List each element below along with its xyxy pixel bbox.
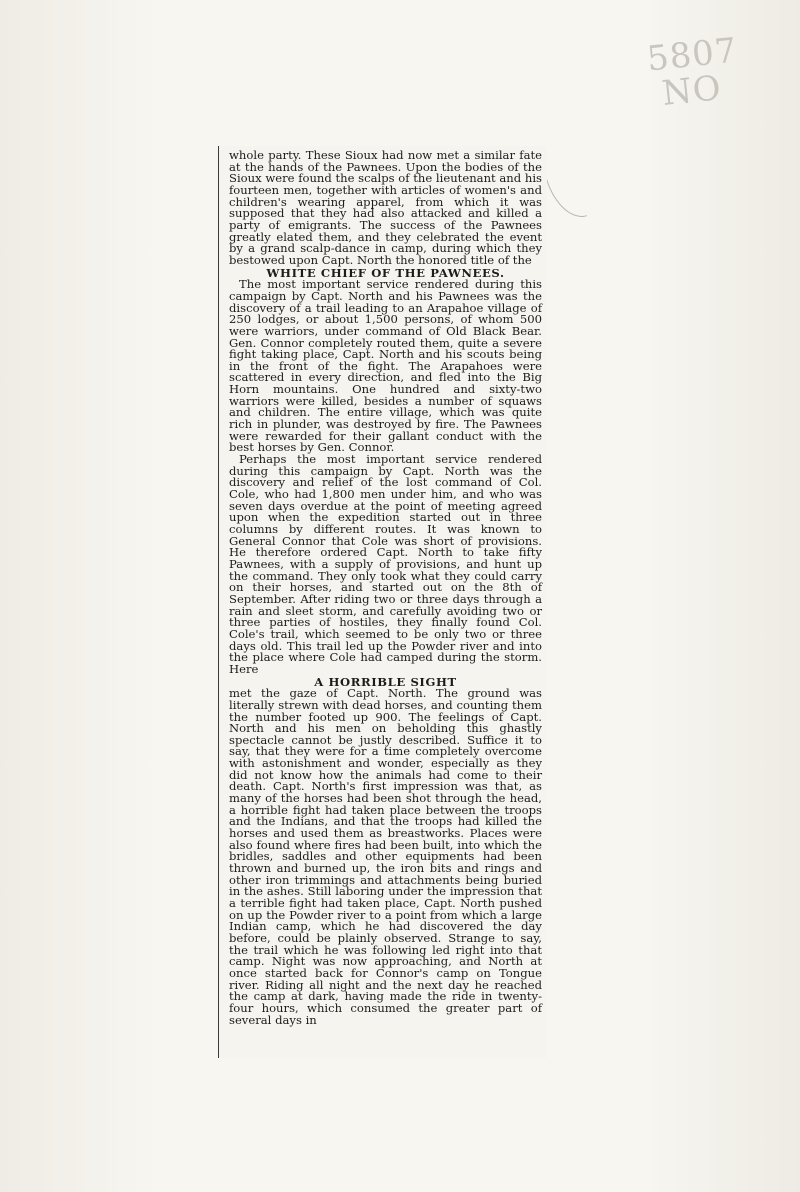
newspaper-clipping (218, 146, 547, 1058)
paragraph-2: The most important service rendered during this campaign by Capt. North and his Pawnees was the discovery of a trail leading to an Arapahoe village of 250 lodges, or about 1,500 persons, of whom 500 were warriors, under command of Old Black Bear. Gen. Connor completely routed them, quite a severe fight taking place, Capt. North and his scouts being in the front of the fight. The Arapahoes were scattered in every direction, and fled into the Big Horn mountains. One hundred and sixty-two warriors were killed, besides a number of squaws and children. The entire village, which was quite rich in plunder, was destroyed by fire. The Pawnees were rewarded for their gallant conduct with the best horses by Gen. Connor. (229, 277, 542, 455)
paragraph-1: whole party. These Sioux had now met a similar fate at the hands of the Pawnees. Upon the bodies of the Sioux were found the scalps of the lieutenant and his fourteen men, together with articles of women's and children's wearing apparel, from which it was supposed that they had also attacked and killed a party of emigrants. The success of the Pawnees greatly elated them, and they celebrated the event by a grand scalp-dance in camp, during which they bestowed upon Capt. North the honored title of the (229, 148, 542, 267)
clipping-text-column (229, 150, 542, 1026)
heading-white-chief: WHITE CHIEF OF THE PAWNEES. (266, 265, 505, 280)
handwritten-number: 5807 (645, 30, 740, 80)
paragraph-3: Perhaps the most important service rendered during this campaign by Capt. North was the discovery and relief of the lost command of Col. Cole, who had 1,800 men under him, and who was seven days overdue at the point of meeting agreed upon when the expedition started out in three columns by different routes. It was known to General Connor that Cole was short of provisions. He therefore ordered Capt. North to take fifty Pawnees, with a supply of provisions, and hunt up the command. They only took what they could carry on their horses, and started out on the 8th of September. After riding two or three days through a rain and sleet storm, and carefully avoiding two or three parties of hostiles, they finally found Col. Cole's trail, which seemed to be only two or three days old. This trail led up the Powder river and into the place where Cole had camped during the storm. Here (229, 452, 542, 676)
heading-horrible-sight: A HORRIBLE SIGHT (314, 674, 457, 689)
handwritten-note: NO (660, 67, 724, 115)
paragraph-4: met the gaze of Capt. North. The ground was literally strewn with dead horses, and counting them the number footed up 900. The feelings of Capt. North and his men on beholding this ghastly spectacle cannot be justly described. Suffice it to say, that they were for a time completely overcome with astonishment and wonder, especially as they did not know how the animals had come to their death. Capt. North's first impression was that, as many of the horses had been shot through the head, a horrible fight had taken place between the troops and the Indians, and that the troops had killed the horses and used them as breastworks. Places were also found where fires had been built, into which the bridles, saddles and other equipments had been thrown and burned up, the iron bits and rings and other iron trimmings and attachments being buried in the ashes. Still laboring under the impression that a terrible fight had taken place, Capt. North pushed on up the Powder river to a point from which a large Indian camp, which he had discovered the day before, could be plainly observed. Strange to say, the trail which he was following led right into that camp. Night was now approaching, and North at once started back for Connor's camp on Tongue river. Riding all night and the next day he reached the camp at dark, having made the ride in twenty-four hours, which consumed the greater part of several days in (229, 686, 542, 1027)
